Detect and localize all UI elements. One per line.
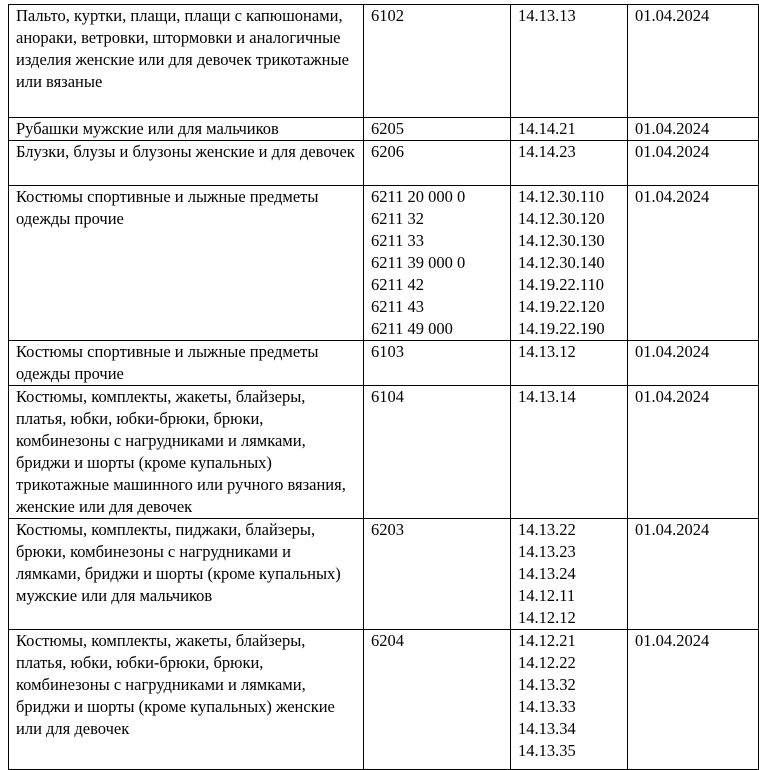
okpd2-code-cell (511, 519, 628, 630)
okpd2-code: 14.12.22 (518, 653, 576, 672)
tnved-code: 6205 (371, 119, 404, 138)
okpd2-code-cell (511, 118, 628, 141)
effective-date: 01.04.2024 (635, 187, 710, 206)
tnved-code: 6104 (371, 387, 404, 406)
tnved-code-cell (364, 141, 511, 186)
tnved-code: 6211 32 (371, 209, 425, 228)
goods-table (8, 4, 759, 770)
effective-date: 01.04.2024 (635, 631, 710, 650)
product-name-cell (9, 118, 364, 141)
goods-table-body (9, 5, 759, 770)
tnved-code: 6211 49 000 (371, 319, 453, 338)
tnved-code-cell (364, 5, 511, 118)
okpd2-code: 14.19.22.190 (518, 319, 605, 338)
product-name-cell (9, 341, 364, 386)
tnved-code: 6102 (371, 6, 404, 25)
okpd2-code: 14.13.14 (518, 387, 576, 406)
effective-date-cell (628, 118, 759, 141)
effective-date: 01.04.2024 (635, 6, 710, 25)
table-row (9, 341, 759, 386)
tnved-code: 6211 20 000 0 (371, 187, 466, 206)
effective-date-cell (628, 141, 759, 186)
product-name-cell (9, 630, 364, 770)
okpd2-code: 14.13.34 (518, 719, 576, 738)
table-row (9, 519, 759, 630)
tnved-code-cell (364, 630, 511, 770)
okpd2-code: 14.13.33 (518, 697, 576, 716)
product-name: Пальто, куртки, плащи, плащи с капюшонами, анораки, ветровки, штормовки и аналогичные изделия женские или для девочек трикотажные или вязаные (16, 6, 349, 91)
okpd2-code: 14.14.23 (518, 142, 576, 161)
tnved-code: 6211 42 (371, 275, 425, 294)
okpd2-code: 14.12.30.110 (518, 187, 605, 206)
okpd2-code: 14.13.24 (518, 564, 576, 583)
product-name-cell (9, 386, 364, 519)
okpd2-code-cell (511, 5, 628, 118)
table-row (9, 118, 759, 141)
okpd2-code: 14.14.21 (518, 119, 576, 138)
product-name: Костюмы, комплекты, жакеты, блайзеры, платья, юбки, юбки-брюки, брюки, комбинезоны с нагрудниками и лямками, бриджи и шорты (кроме купальных) трикотажные машинного или ручного вязания, женские или для девочек (16, 387, 346, 516)
okpd2-code-cell (511, 141, 628, 186)
tnved-code-cell (364, 186, 511, 341)
okpd2-code: 14.13.12 (518, 342, 576, 361)
okpd2-code-cell (511, 341, 628, 386)
effective-date: 01.04.2024 (635, 387, 710, 406)
effective-date-cell (628, 386, 759, 519)
effective-date-cell (628, 519, 759, 630)
tnved-code: 6211 39 000 0 (371, 253, 466, 272)
okpd2-code: 14.12.21 (518, 631, 576, 650)
effective-date: 01.04.2024 (635, 520, 710, 539)
table-row (9, 186, 759, 341)
tnved-code-cell (364, 118, 511, 141)
okpd2-code: 14.12.30.120 (518, 209, 605, 228)
product-name: Костюмы, комплекты, пиджаки, блайзеры, брюки, комбинезоны с нагрудниками и лямками, бриджи и шорты (кроме купальных) мужские или для мальчиков (16, 520, 341, 605)
effective-date: 01.04.2024 (635, 119, 710, 138)
table-row (9, 630, 759, 770)
product-name: Костюмы спортивные и лыжные предметы одежды прочие (16, 187, 319, 228)
product-name: Рубашки мужские или для мальчиков (16, 119, 279, 138)
tnved-code-cell (364, 519, 511, 630)
okpd2-code: 14.19.22.120 (518, 297, 605, 316)
effective-date-cell (628, 5, 759, 118)
effective-date-cell (628, 186, 759, 341)
okpd2-code-cell (511, 386, 628, 519)
tnved-code: 6211 33 (371, 231, 425, 250)
okpd2-code: 14.13.35 (518, 741, 576, 760)
table-row (9, 386, 759, 519)
tnved-code-cell (364, 386, 511, 519)
effective-date: 01.04.2024 (635, 142, 710, 161)
table-row (9, 5, 759, 118)
product-name: Костюмы спортивные и лыжные предметы одежды прочие (16, 342, 319, 383)
tnved-code: 6206 (371, 142, 404, 161)
product-name-cell (9, 5, 364, 118)
okpd2-code: 14.13.22 (518, 520, 576, 539)
okpd2-code: 14.13.13 (518, 6, 576, 25)
effective-date-cell (628, 630, 759, 770)
product-name-cell (9, 141, 364, 186)
effective-date: 01.04.2024 (635, 342, 710, 361)
table-row (9, 141, 759, 186)
product-name-cell (9, 186, 364, 341)
okpd2-code: 14.19.22.110 (518, 275, 605, 294)
okpd2-code-cell (511, 630, 628, 770)
tnved-code-cell (364, 341, 511, 386)
tnved-code: 6211 43 (371, 297, 425, 316)
product-name-cell (9, 519, 364, 630)
product-name: Блузки, блузы и блузоны женские и для девочек (16, 142, 355, 161)
product-name: Костюмы, комплекты, жакеты, блайзеры, платья, юбки, юбки-брюки, брюки, комбинезоны с нагрудниками и лямками, бриджи и шорты (кроме купальных) женские или для девочек (16, 631, 335, 738)
okpd2-code: 14.13.23 (518, 542, 576, 561)
okpd2-code: 14.13.32 (518, 675, 576, 694)
okpd2-code: 14.12.11 (518, 586, 576, 605)
okpd2-code: 14.12.30.130 (518, 231, 605, 250)
okpd2-code: 14.12.30.140 (518, 253, 605, 272)
tnved-code: 6103 (371, 342, 404, 361)
tnved-code: 6204 (371, 631, 404, 650)
effective-date-cell (628, 341, 759, 386)
tnved-code: 6203 (371, 520, 404, 539)
okpd2-code-cell (511, 186, 628, 341)
okpd2-code: 14.12.12 (518, 608, 576, 627)
